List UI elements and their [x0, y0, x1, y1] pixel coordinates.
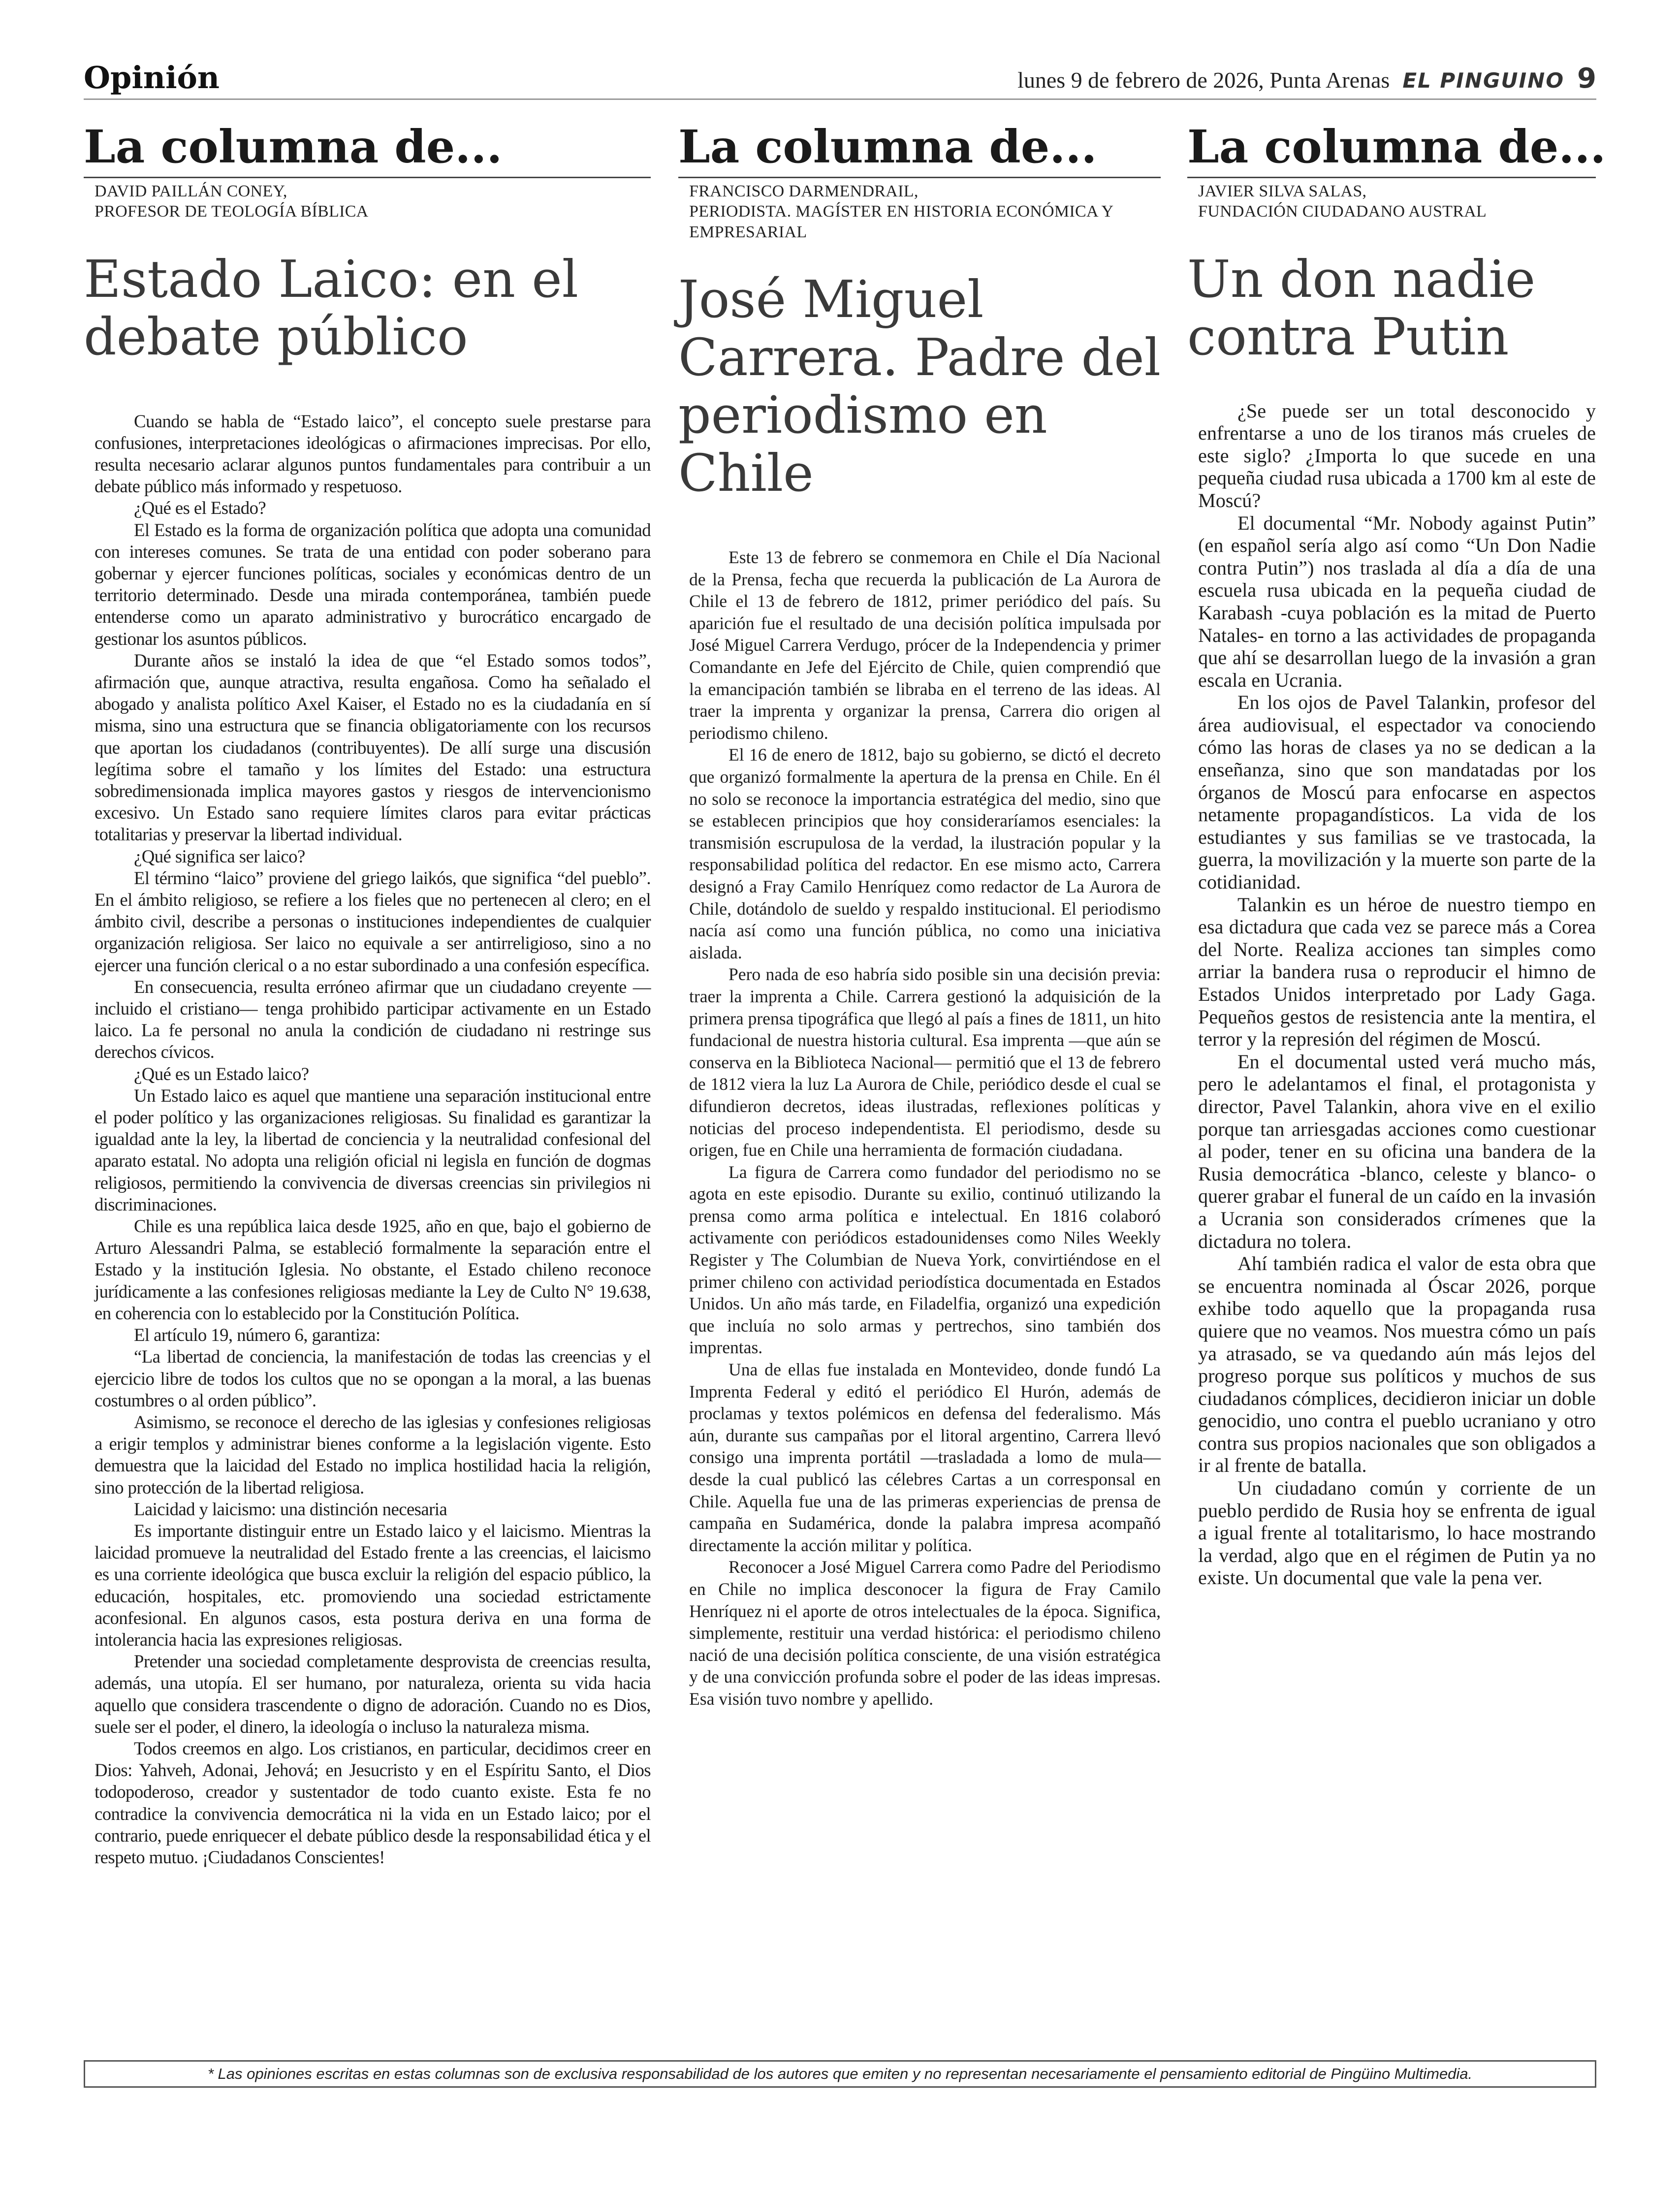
author-name: FRANCISCO DARMENDRAIL, — [689, 182, 919, 200]
author-title: PROFESOR DE TEOLOGÍA BÍBLICA — [95, 202, 369, 221]
column-darmendrail — [678, 120, 1161, 1710]
paragraph: El Estado es la forma de organización política que adopta una comunidad con intereses comunes. Se trata de una entidad con poder soberano para gobernar y ejercer funciones políticas, sociales y económicas dentro de un territorio determinado. Desde una mirada contemporánea, también puede entenderse como un aparato administrativo y burocrático encargado de gestionar los asuntos públicos. — [95, 519, 651, 649]
byline — [689, 178, 1161, 242]
paragraph: Chile es una república laica desde 1925, año en que, bajo el gobierno de Arturo Alessandri Palma, se estableció formalmente la separación entre el Estado y la institución Iglesia. No obstante, el Estado chileno reconoce jurídicamente a las confesiones religiosas mediante la Ley de Culto N° 19.638, en coherencia con lo establecido por la Constitución Política. — [95, 1216, 651, 1323]
section-name: Opinión — [84, 60, 220, 96]
paragraph: El término “laico” proviene del griego laikós, que significa “del pueblo”. En el ámbito religioso, se refiere a los fieles que no pertenecen al clero; en el ámbito civil, describe a personas o instituciones independientes de cualquier organización religiosa. Ser laico no equivale a ser antirreligioso, sino a no ejercer una función clerical o a no estar subordinado a una confesión específica. — [95, 867, 651, 975]
paragraph: Talankin es un héroe de nuestro tiempo en esa dictadura que cada vez se parece más a Corea del Norte. Realiza acciones tan simples como arriar la bandera rusa o reproducir el himno de Estados Unidos interpretado por Lady Gaga. Pequeños gestos de resistencia ante la mentira, el terror y la represión del régimen de Moscú. — [1198, 893, 1596, 1051]
headline: José Miguel Carrera. Padre del periodismo en Chile — [678, 269, 1161, 503]
paragraph: El 16 de enero de 1812, bajo su gobierno, se dictó el decreto que organizó formalmente la apertura de la prensa en Chile. En él no solo se reconoce la importancia estratégica del medio, sino que se establecen principios que hoy consideraríamos esenciales: la transmisión escrupulosa de la verdad, la ilustración popular y la responsabilidad política del redactor. En ese mismo acto, Carrera designó a Fray Camilo Henríquez como redactor de La Aurora de Chile, dotándolo de sueldo y respaldo institucional. El periodismo nacía así como una función pública, no como una iniciativa aislada. — [689, 745, 1161, 962]
paragraph: Durante años se instaló la idea de que “el Estado somos todos”, afirmación que, aunque atractiva, resulta engañosa. Como ha señalado el abogado y analista político Axel Kaiser, el Estado no es la ciudadanía en sí misma, sino una estructura que se financia obligatoriamente con los recursos que aportan los ciudadanos (contribuyentes). De allí surge una discusión legítima sobre el tamaño y los límites del Estado: una estructura sobredimensionada implica mayores gastos y riesgos de intervencionismo excesivo. Un Estado sano requiere límites claros para evitar prácticas totalitarias y preservar la libertad individual. — [95, 650, 651, 845]
paragraph: Un ciudadano común y corriente de un pueblo perdido de Rusia hoy se enfrenta de igual a igual frente al totalitarismo, lo hace mostrando la verdad, algo que en el régimen de Putin ya no existe. Un documental que vale la pena ver. — [1198, 1477, 1596, 1589]
paragraph: En consecuencia, resulta erróneo afirmar que un ciudadano creyente —incluido el cristiano— tenga prohibido participar activamente en un Estado laico. La fe personal no anula la condición de ciudadano ni restringe sus derechos cívicos. — [95, 976, 651, 1062]
paragraph: Todos creemos en algo. Los cristianos, en particular, decidimos creer en Dios: Yahveh, Adonai, Jehová; en Jesucristo y en el Espíritu Santo, el Dios todopoderoso, creador y sustentador de todo cuanto existe. Esta fe no contradice la convivencia democrática ni la vida en un Estado laico; por el contrario, puede enriquecer el debate público desde la responsabilidad ética y el respeto mutuo. ¡Ciudadanos Conscientes! — [95, 1738, 651, 1867]
author-name: DAVID PAILLÁN CONEY, — [95, 182, 287, 200]
subheading: ¿Qué es un Estado laico? — [134, 1063, 309, 1084]
paragraph: Pero nada de eso habría sido posible sin una decisión previa: traer la imprenta a Chile. Carrera gestionó la adquisición de la primera prensa tipográfica que llegó al país a fines de 1811, un hito fundacional de nuestra historia cultural. Esa imprenta —que aún se conserva en la Biblioteca Nacional— permitió que el 13 de febrero de 1812 viera la luz La Aurora de Chile, periódico desde el cual se difundieron decretos, ideas ilustradas, reflexiones políticas y noticias del proceso independentista. El periodismo, desde su origen, fue en Chile una herramienta de formación ciudadana. — [689, 964, 1161, 1160]
paragraph: Este 13 de febrero se conmemora en Chile el Día Nacional de la Prensa, fecha que recuerda la publicación de La Aurora de Chile el 13 de febrero de 1812, primer periódico del país. Su aparición fue el resultado de una decisión política impulsada por José Miguel Carrera Verdugo, prócer de la Independencia y primer Comandante en Jefe del Ejército de Chile, quien comprendió que la emancipación también se libraba en el terreno de las ideas. Al traer la imprenta y organizar la prensa, Carrera dio origen al periodismo chileno. — [689, 547, 1161, 743]
article-body — [84, 411, 651, 1869]
subheading: ¿Qué significa ser laico? — [134, 846, 305, 866]
dateline: lunes 9 de febrero de 2026, Punta Arenas — [1017, 67, 1390, 93]
headline: Estado Laico: en el debate público — [84, 249, 579, 367]
newspaper-logo: EL PINGUINO — [1402, 68, 1565, 93]
headline: Un don nadie contra Putin — [1187, 249, 1536, 367]
paragraph: Asimismo, se reconoce el derecho de las iglesias y confesiones religiosas a erigir templos y administrar bienes conforme a la legislación vigente. Esto demuestra que la laicidad del Estado no implica hostilidad hacia la religión, sino protección de la libertad religiosa. — [95, 1411, 651, 1497]
paragraph: La figura de Carrera como fundador del periodismo no se agota en este episodio. Durante su exilio, continuó utilizando la prensa como arma política e intelectual. En 1816 colaboró activamente con periódicos estadounidenses como Niles Weekly Register y The Columbian de Nueva York, convirtiéndose en el primer chileno con actividad periodística documentada en Estados Unidos. Un año más tarde, en Filadelfia, organizó una expedición que incluía no solo armas y pertrechos, sino también dos imprentas. — [689, 1162, 1161, 1358]
column-kicker: La columna de... — [678, 123, 1161, 178]
paragraph: Un Estado laico es aquel que mantiene una separación institucional entre el poder político y las organizaciones religiosas. Su finalidad es garantizar la igualdad ante la ley, la libertad de conciencia y la neutralidad confesional del aparato estatal. No adopta una religión oficial ni legisla en función de dogmas religiosos, permitiendo la convivencia de diversas creencias sin privilegios ni discriminaciones. — [95, 1085, 651, 1214]
author-title: FUNDACIÓN CIUDADANO AUSTRAL — [1198, 202, 1487, 221]
paragraph: En el documental usted verá mucho más, pero le adelantamos el final, el protagonista y director, Pavel Talankin, ahora vive en el exilio porque tan arriesgadas acciones como cuestionar al poder, tener en su oficina una bandera de la Rusia democrática -blanco, celeste y blanco- o querer grabar el funeral de un caído en la invasión a Ucrania son considerados crímenes que la dictadura no tolera. — [1198, 1050, 1596, 1252]
author-name: JAVIER SILVA SALAS, — [1198, 182, 1367, 200]
header-right — [1017, 63, 1596, 95]
page-number: 9 — [1577, 63, 1596, 95]
author-title: PERIODISTA. MAGÍSTER EN HISTORIA ECONÓMICA Y EMPRESARIAL — [689, 202, 1113, 241]
byline — [1198, 178, 1596, 222]
footer-disclaimer: * Las opiniones escritas en estas columnas son de exclusiva responsabilidad de los autores que emiten y no representan necesariamente el pensamiento editorial de Pingüino Multimedia. — [84, 2060, 1596, 2088]
paragraph: En los ojos de Pavel Talankin, profesor del área audiovisual, el espectador va conociendo cómo las horas de clases ya no se dedican a la enseñanza, sino que son mandatadas por los órganos de Moscú para enfocarse en aspectos netamente propagandísticos. La vida de los estudiantes y sus familias se ve trastocada, la guerra, la movilización y la muerte son parte de la cotidianidad. — [1198, 691, 1596, 893]
article-body — [1187, 400, 1596, 1589]
page-header — [84, 60, 1596, 100]
paragraph: Cuando se habla de “Estado laico”, el concepto suele prestarse para confusiones, interpretaciones ideológicas o afirmaciones imprecisas. Por ello, resulta necesario aclarar algunos puntos fundamentales para contribuir a un debate público más informado y respetuoso. — [95, 411, 651, 497]
byline — [95, 178, 651, 222]
column-kicker: La columna de... — [84, 123, 651, 178]
paragraph: Reconocer a José Miguel Carrera como Padre del Periodismo en Chile no implica desconocer la figura de Fray Camilo Henríquez ni el aporte de otros intelectuales de la época. Significa, simplemente, restituir una verdad histórica: el periodismo chileno nació de una decisión política consciente, de una visión estratégica y de una convicción profunda sobre el poder de las ideas impresas. Esa visión tuvo nombre y apellido. — [689, 1557, 1161, 1709]
subheading: ¿Qué es el Estado? — [134, 498, 266, 518]
paragraph: Pretender una sociedad completamente desprovista de creencias resulta, además, una utopía. El ser humano, por naturaleza, orienta su vida hacia aquello que considera trascendente o digno de adoración. Cuando no es Dios, suele ser el poder, el dinero, la ideología o incluso la naturaleza misma. — [95, 1651, 651, 1737]
column-silva — [1187, 120, 1606, 1589]
paragraph: Ahí también radica el valor de esta obra que se encuentra nominada al Óscar 2026, porque exhibe todo aquello que la propaganda rusa quiere que no veamos. Nos muestra cómo un país ya atrasado, se va quedando aún más lejos del progreso porque sus políticos y muchos de sus ciudadanos cómplices, decidieron iniciar un doble genocidio, uno contra el pueblo ucraniano y otro contra sus propios nacionales que son obligados a ir al frente de batalla. — [1198, 1252, 1596, 1477]
subheading: Laicidad y laicismo: una distinción necesaria — [134, 1498, 447, 1519]
paragraph: El documental “Mr. Nobody against Putin” (en español sería algo así como “Un Don Nadie contra Putin”) nos traslada al día a día de una escuela rusa ubicada en la pequeña ciudad de Karabash -cuya población es la mitad de Puerto Natales- en torno a las actividades de propaganda que ahí se desarrollan luego de la invasión a gran escala en Ucrania. — [1198, 511, 1596, 691]
column-kicker: La columna de... — [1187, 123, 1596, 178]
article-body — [678, 546, 1161, 1710]
column-paillan — [84, 120, 651, 1868]
paragraph: El artículo 19, número 6, garantiza: — [134, 1325, 380, 1345]
paragraph: Una de ellas fue instalada en Montevideo, donde fundó La Imprenta Federal y editó el periódico El Hurón, además de proclamas y textos polémicos en defensa del federalismo. Más aún, durante sus campañas por el litoral argentino, Carrera llevó consigo una imprenta portátil —trasladada a lomo de mula— desde la cual publicó las célebres Cartas a un corresponsal en Chile. Aquella fue una de las primeras experiencias de prensa de campaña en Sudamérica, donde la palabra impresa acompañó directamente la acción militar y política. — [689, 1360, 1161, 1555]
paragraph: ¿Se puede ser un total desconocido y enfrentarse a uno de los tiranos más crueles de este siglo? ¿Importa lo que sucede en una pequeña ciudad rusa ubicada a 1700 km al este de Moscú? — [1198, 399, 1596, 511]
paragraph: Es importante distinguir entre un Estado laico y el laicismo. Mientras la laicidad promueve la neutralidad del Estado frente a las creencias, el laicismo es una corriente ideológica que busca excluir la religión del espacio público, la educación, hospitales, etc. promoviendo una sociedad estrictamente aconfesional. En algunos casos, esta postura deriva en una forma de intolerancia hacia las expresiones religiosas. — [95, 1520, 651, 1650]
quote: “La libertad de conciencia, la manifestación de todas las creencias y el ejercicio libre de todos los cultos que no se opongan a la moral, a las buenas costumbres o al orden público”. — [95, 1346, 651, 1410]
